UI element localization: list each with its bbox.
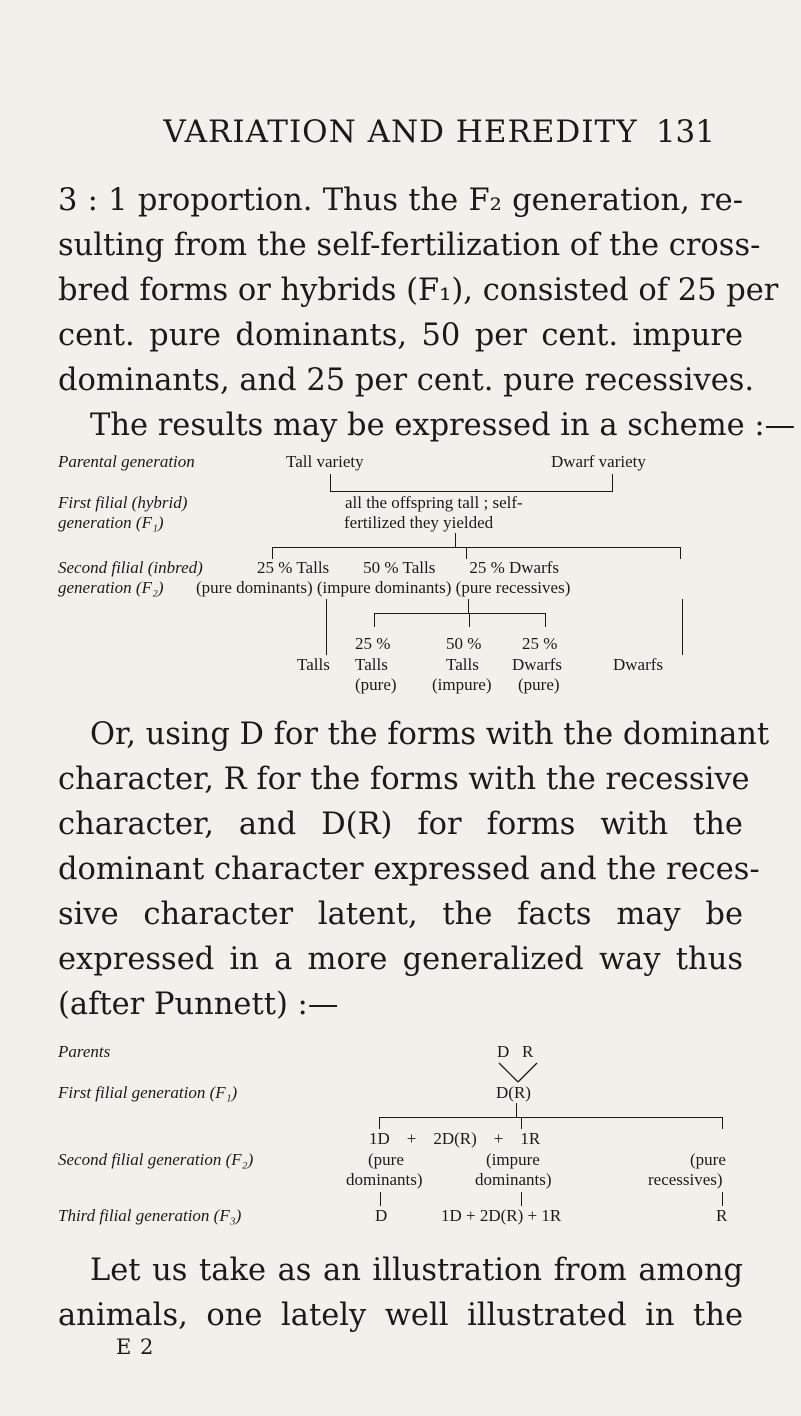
f3-label: Third filial generation (F₃)	[58, 1206, 242, 1225]
f2-row: 25 % Talls 50 % Talls 25 % Dwarfs	[257, 558, 560, 577]
f3-percent: 25 %	[355, 634, 391, 653]
connector	[612, 474, 613, 492]
f1-label: generation (F₁)	[58, 513, 164, 532]
connector	[374, 613, 546, 614]
text-line: dominant character expressed and the reces-	[58, 852, 760, 887]
text-line: (after Punnett) :—	[58, 987, 339, 1022]
connector	[326, 599, 327, 655]
f2-note: (pure	[690, 1150, 726, 1169]
text-line: animals, one lately well illustrated in the	[58, 1298, 743, 1333]
f2-label: Second filial (inbred)	[58, 558, 203, 577]
f2-note: (pure	[368, 1150, 404, 1169]
f1-text: all the offspring tall ; self-	[345, 493, 523, 512]
f1-text: fertilized they yielded	[344, 513, 494, 532]
cross-lines	[494, 1062, 544, 1084]
f2-note: (impure	[486, 1150, 540, 1169]
f3-r: R	[716, 1206, 728, 1225]
connector	[722, 1192, 723, 1206]
signature-mark: E 2	[116, 1335, 155, 1359]
connector	[516, 1103, 517, 1117]
f3-note: (pure)	[518, 675, 560, 694]
f3-percent: 25 %	[522, 634, 558, 653]
running-header: VARIATION AND HEREDITY	[163, 114, 638, 150]
f2-row: (pure dominants) (impure dominants) (pure recessives)	[196, 578, 571, 597]
connector	[468, 599, 469, 613]
connector	[380, 1192, 381, 1206]
f3-talls: Talls	[297, 655, 330, 674]
f3-percent: 50 %	[446, 634, 482, 653]
connector	[521, 1117, 522, 1129]
tall-variety: Tall variety	[286, 452, 364, 471]
connector	[379, 1117, 723, 1118]
text-line: sulting from the self-fertilization of the cross-	[58, 228, 761, 263]
f3-talls: Talls	[446, 655, 479, 674]
connector	[521, 1192, 522, 1206]
text-line: Or, using D for the forms with the dominant	[90, 717, 770, 752]
parents-label: Parents	[58, 1042, 111, 1061]
connector	[330, 491, 613, 492]
text-line: cent. pure dominants, 50 per cent. impure	[58, 318, 743, 353]
f3-dwarfs: Dwarfs	[613, 655, 664, 674]
connector	[374, 613, 375, 627]
f2-row: 1D + 2D(R) + 1R	[369, 1129, 541, 1148]
connector	[272, 547, 681, 548]
f1-label: First filial generation (F₁)	[58, 1083, 238, 1102]
connector	[379, 1117, 380, 1129]
connector	[682, 599, 683, 655]
parental-generation-label: Parental generation	[58, 452, 195, 471]
connector	[469, 613, 470, 627]
parents-value: D R	[497, 1042, 534, 1061]
text-line: Let us take as an illustration from among	[90, 1253, 743, 1288]
connector	[680, 547, 681, 559]
text-line: 3 : 1 proportion. Thus the F₂ generation, re-	[58, 183, 743, 218]
text-line: character, R for the forms with the recessive	[58, 762, 750, 797]
dwarf-variety: Dwarf variety	[551, 452, 646, 471]
f3-mid: 1D + 2D(R) + 1R	[441, 1206, 562, 1225]
f3-note: (impure)	[432, 675, 492, 694]
f2-note: recessives)	[648, 1170, 723, 1189]
text-line: sive character latent, the facts may be	[58, 897, 743, 932]
connector	[455, 533, 456, 547]
page-number: 131	[655, 114, 715, 150]
text-line: bred forms or hybrids (F₁), consisted of 25 per	[58, 273, 779, 308]
text-line: The results may be expressed in a scheme :—	[90, 408, 796, 443]
f2-label: generation (F₂)	[58, 578, 164, 597]
f3-talls: Talls	[355, 655, 388, 674]
text-line: expressed in a more generalized way thus	[58, 942, 743, 977]
f1-value: D(R)	[496, 1083, 531, 1102]
paragraph-3	[58, 1248, 743, 1338]
f2-label: Second filial generation (F₂)	[58, 1150, 254, 1169]
paragraph-2	[58, 712, 770, 1027]
connector	[722, 1117, 723, 1129]
connector	[545, 613, 546, 627]
paragraph-1	[58, 178, 795, 448]
f3-d: D	[375, 1206, 388, 1225]
text-line: character, and D(R) for forms with the	[58, 807, 743, 842]
f3-dwarfs: Dwarfs	[512, 655, 563, 674]
connector	[330, 474, 331, 492]
text-line: dominants, and 25 per cent. pure recessives.	[58, 363, 755, 398]
f2-note: dominants)	[475, 1170, 552, 1189]
f3-note: (pure)	[355, 675, 397, 694]
f1-label: First filial (hybrid)	[58, 493, 188, 512]
f2-note: dominants)	[346, 1170, 423, 1189]
